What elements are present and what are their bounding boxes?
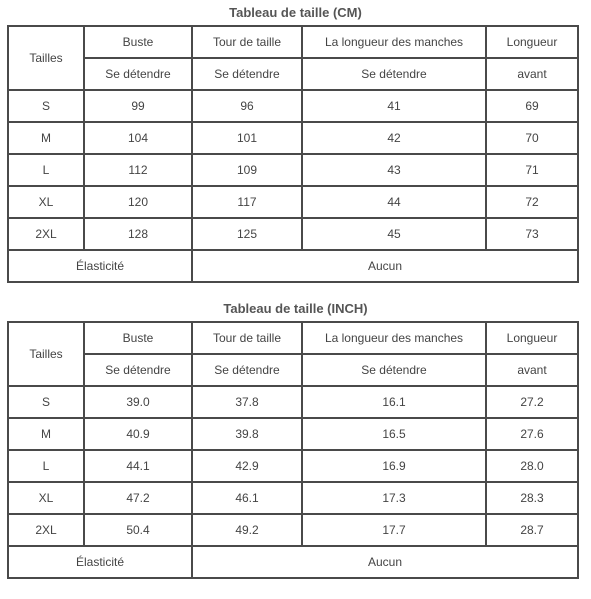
table-header-row [8,26,578,58]
column-header-sleeve-length: La longueur des manches [302,26,486,58]
length-cell: 72 [486,186,578,218]
size-column-header: Tailles [8,322,84,386]
column-subheader-bust: Se détendre [84,58,192,90]
table-row [8,386,578,418]
length-cell: 73 [486,218,578,250]
sleeve-length-cell: 17.3 [302,482,486,514]
table-row [8,186,578,218]
bust-cell: 99 [84,90,192,122]
waist-cell: 117 [192,186,302,218]
size-cell: XL [8,482,84,514]
sleeve-length-cell: 17.7 [302,514,486,546]
column-header-sleeve-length: La longueur des manches [302,322,486,354]
table-row [8,218,578,250]
length-cell: 27.6 [486,418,578,450]
table-row [8,154,578,186]
bust-cell: 120 [84,186,192,218]
length-cell: 70 [486,122,578,154]
table-row [8,122,578,154]
length-cell: 71 [486,154,578,186]
waist-cell: 96 [192,90,302,122]
length-cell: 28.3 [486,482,578,514]
size-column-header: Tailles [8,26,84,90]
bust-cell: 112 [84,154,192,186]
waist-cell: 46.1 [192,482,302,514]
size-cell: XL [8,186,84,218]
sleeve-length-cell: 16.5 [302,418,486,450]
column-subheader-length: avant [486,58,578,90]
sleeve-length-cell: 44 [302,186,486,218]
bust-cell: 50.4 [84,514,192,546]
column-subheader-waist: Se détendre [192,354,302,386]
size-cell: L [8,154,84,186]
bust-cell: 40.9 [84,418,192,450]
sleeve-length-cell: 43 [302,154,486,186]
elasticity-label: Élasticité [8,546,192,578]
size-cell: S [8,90,84,122]
table-row [8,418,578,450]
size-cell: 2XL [8,218,84,250]
waist-cell: 109 [192,154,302,186]
length-cell: 69 [486,90,578,122]
waist-cell: 42.9 [192,450,302,482]
column-header-waist: Tour de taille [192,322,302,354]
size-cell: M [8,122,84,154]
inch-size-table [7,321,579,579]
waist-cell: 101 [192,122,302,154]
column-header-length: Longueur [486,26,578,58]
column-subheader-bust: Se détendre [84,354,192,386]
sleeve-length-cell: 41 [302,90,486,122]
size-cell: S [8,386,84,418]
table-header-row [8,322,578,354]
elasticity-value: Aucun [192,546,578,578]
table-footer-row [8,546,578,578]
size-cell: M [8,418,84,450]
elasticity-value: Aucun [192,250,578,282]
bust-cell: 104 [84,122,192,154]
length-cell: 27.2 [486,386,578,418]
column-header-bust: Buste [84,322,192,354]
cm-size-table [7,25,579,283]
waist-cell: 39.8 [192,418,302,450]
table-footer-row [8,250,578,282]
column-subheader-sleeve-length: Se détendre [302,58,486,90]
sleeve-length-cell: 42 [302,122,486,154]
bust-cell: 128 [84,218,192,250]
column-subheader-waist: Se détendre [192,58,302,90]
bust-cell: 39.0 [84,386,192,418]
waist-cell: 125 [192,218,302,250]
sleeve-length-cell: 16.9 [302,450,486,482]
table-row [8,90,578,122]
bust-cell: 44.1 [84,450,192,482]
cm-table-title: Tableau de taille (CM) [229,5,362,20]
column-header-waist: Tour de taille [192,26,302,58]
waist-cell: 49.2 [192,514,302,546]
table-subheader-row [8,354,578,386]
waist-cell: 37.8 [192,386,302,418]
inch-table-title: Tableau de taille (INCH) [223,301,368,316]
table-row [8,482,578,514]
column-subheader-length: avant [486,354,578,386]
sleeve-length-cell: 45 [302,218,486,250]
table-row [8,450,578,482]
size-cell: 2XL [8,514,84,546]
sleeve-length-cell: 16.1 [302,386,486,418]
table-row [8,514,578,546]
column-header-length: Longueur [486,322,578,354]
column-subheader-sleeve-length: Se détendre [302,354,486,386]
length-cell: 28.0 [486,450,578,482]
table-subheader-row [8,58,578,90]
column-header-bust: Buste [84,26,192,58]
bust-cell: 47.2 [84,482,192,514]
elasticity-label: Élasticité [8,250,192,282]
length-cell: 28.7 [486,514,578,546]
size-cell: L [8,450,84,482]
